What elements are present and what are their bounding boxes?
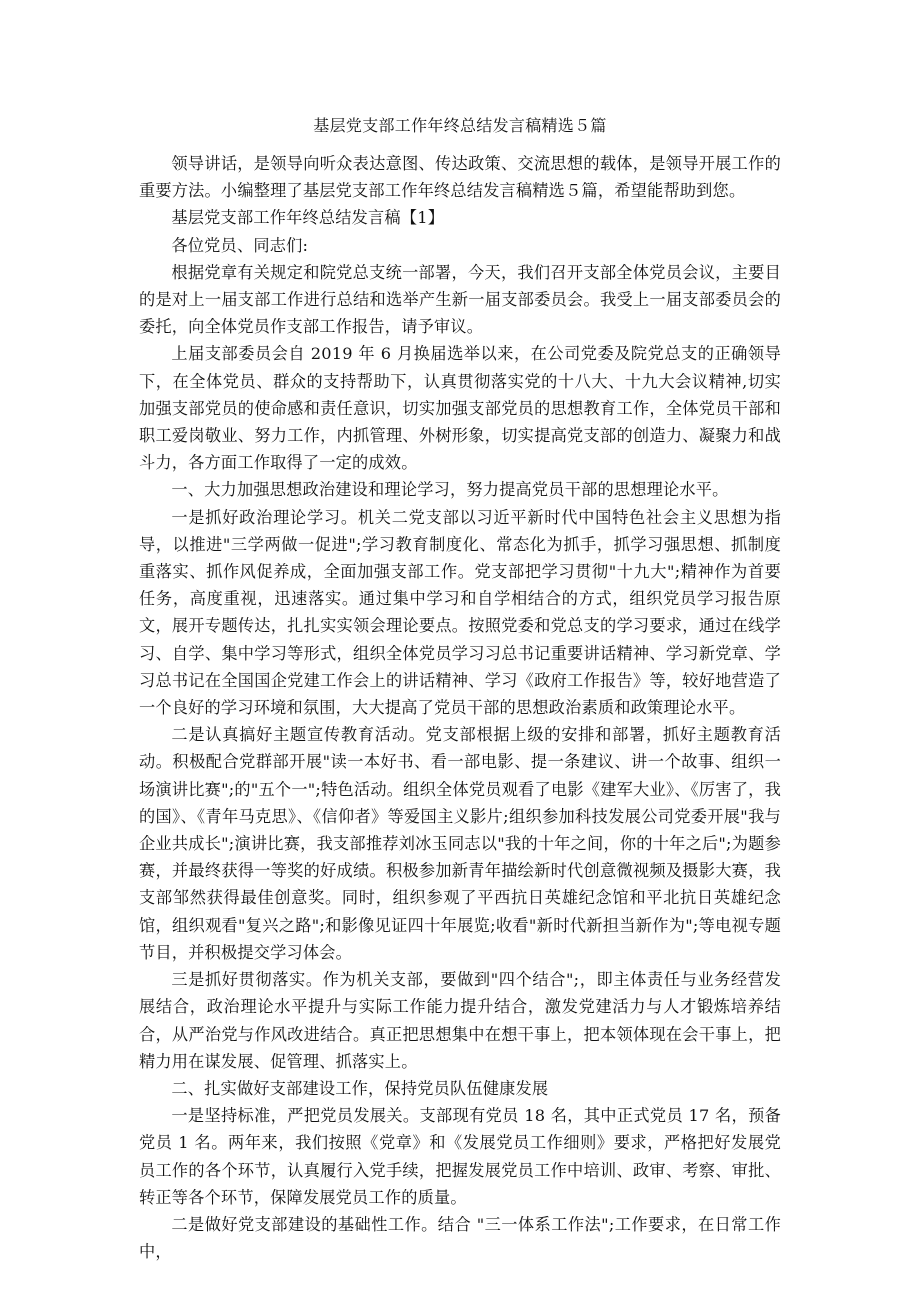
document-title: 基层党支部工作年终总结发言稿精选５篇 xyxy=(313,116,607,135)
section-heading-1: 基层党支部工作年终总结发言稿【1】 xyxy=(171,208,445,228)
body-paragraph: 二是做好党支部建设的基础性工作。结合 "三一体系工作法";工作要求，在日常工作中， xyxy=(139,1214,781,1262)
body-paragraph: 上届支部委员会自 2019 年 6 月换届选举以来，在公司党委及院党总支的正确领导下，在全体党员、群众的支持帮助下，认真贯彻落实党的十八大、十九大会议精神,切实加强支部党员的使命感和责任意识，切实加强支部党员的思想教育工作，全体党员干部和职工爱岗敬业、努力工作，内抓管理、外树形象，切实提高党支部的创造力、凝聚力和战斗力，各方面工作取得了一定的成效。 xyxy=(139,344,781,473)
subsection-heading: 二、扎实做好支部建设工作，保持党员队伍健康发展 xyxy=(171,1078,549,1098)
document-body xyxy=(139,150,781,1265)
body-paragraph: 一是坚持标准，严把党员发展关。支部现有党员 18 名，其中正式党员 17 名，预备党员 1 名。两年来，我们按照《党章》和《发展党员工作细则》要求，严格把好发展党员工作的各个环节，认真履行入党手续，把握发展党员工作中培训、政审、考察、审批、转正等各个环节，保障发展党员工作的质量。 xyxy=(139,1106,781,1207)
body-paragraph: 三是抓好贯彻落实。作为机关支部，要做到"四个结合";，即主体责任与业务经营发展结合，政治理论水平提升与实际工作能力提升结合，激发党建活力与人才锻炼培养结合，从严治党与作风改进结合。真正把思想集中在想干事上，把本领体现在会干事上，把精力用在谋发展、促管理、抓落实上。 xyxy=(139,970,781,1071)
salutation: 各位党员、同志们: xyxy=(171,235,309,255)
body-paragraph: 一是抓好政治理论学习。机关二党支部以习近平新时代中国特色社会主义思想为指导，以推进"三学两做一促进";学习教育制度化、常态化为抓手，抓学习强思想、抓制度重落实、抓作风促养成，全面加强支部工作。党支部把学习贯彻"十九大";精神作为首要任务，高度重视，迅速落实。通过集中学习和自学相结合的方式，组织党员学习报告原文，展开专题传达，扎扎实实领会理论要点。按照党委和党总支的学习要求，通过在线学习、自学、集中学习等形式，组织全体党员学习习总书记重要讲话精神、学习新党章、学习总书记在全国国企党建工作会上的讲话精神、学习《政府工作报告》等，较好地营造了一个良好的学习环境和氛围，大大提高了党员干部的思想政治素质和政策理论水平。 xyxy=(139,507,781,718)
subsection-heading: 一、大力加强思想政治建设和理论学习，努力提高党员干部的思想理论水平。 xyxy=(171,480,729,500)
body-paragraph: 二是认真搞好主题宣传教育活动。党支部根据上级的安排和部署，抓好主题教育活动。积极配合党群部开展"读一本好书、看一部电影、提一条建议、讲一个故事、组织一场演讲比赛";的"五个一";特色活动。组织全体党员观看了电影《建军大业》、《厉害了，我的国》、《青年马克思》、《信仰者》等爱国主义影片;组织参加科技发展公司党委开展"我与企业共成长";演讲比赛，我支部推荐刘冰玉同志以"我的十年之间，你的十年之后";为题参赛，并最终获得一等奖的好成绩。积极参加新青年描绘新时代创意微视频及摄影大赛，我支部邹然获得最佳创意奖。同时，组织参观了平西抗日英雄纪念馆和平北抗日英雄纪念馆，组织观看"复兴之路";和影像见证四十年展览;收看"新时代新担当新作为";等电视专题节目，并积极提交学习体会。 xyxy=(139,725,781,962)
intro-paragraph: 领导讲话，是领导向听众表达意图、传达政策、交流思想的载体，是领导开展工作的重要方法。小编整理了基层党支部工作年终总结发言稿精选５篇，希望能帮助到您。 xyxy=(139,154,781,201)
body-paragraph: 根据党章有关规定和院党总支统一部署，今天，我们召开支部全体党员会议，主要目的是对上一届支部工作进行总结和选举产生新一届支部委员会。我受上一届支部委员会的委托，向全体党员作支部工作报告，请予审议。 xyxy=(139,262,781,337)
